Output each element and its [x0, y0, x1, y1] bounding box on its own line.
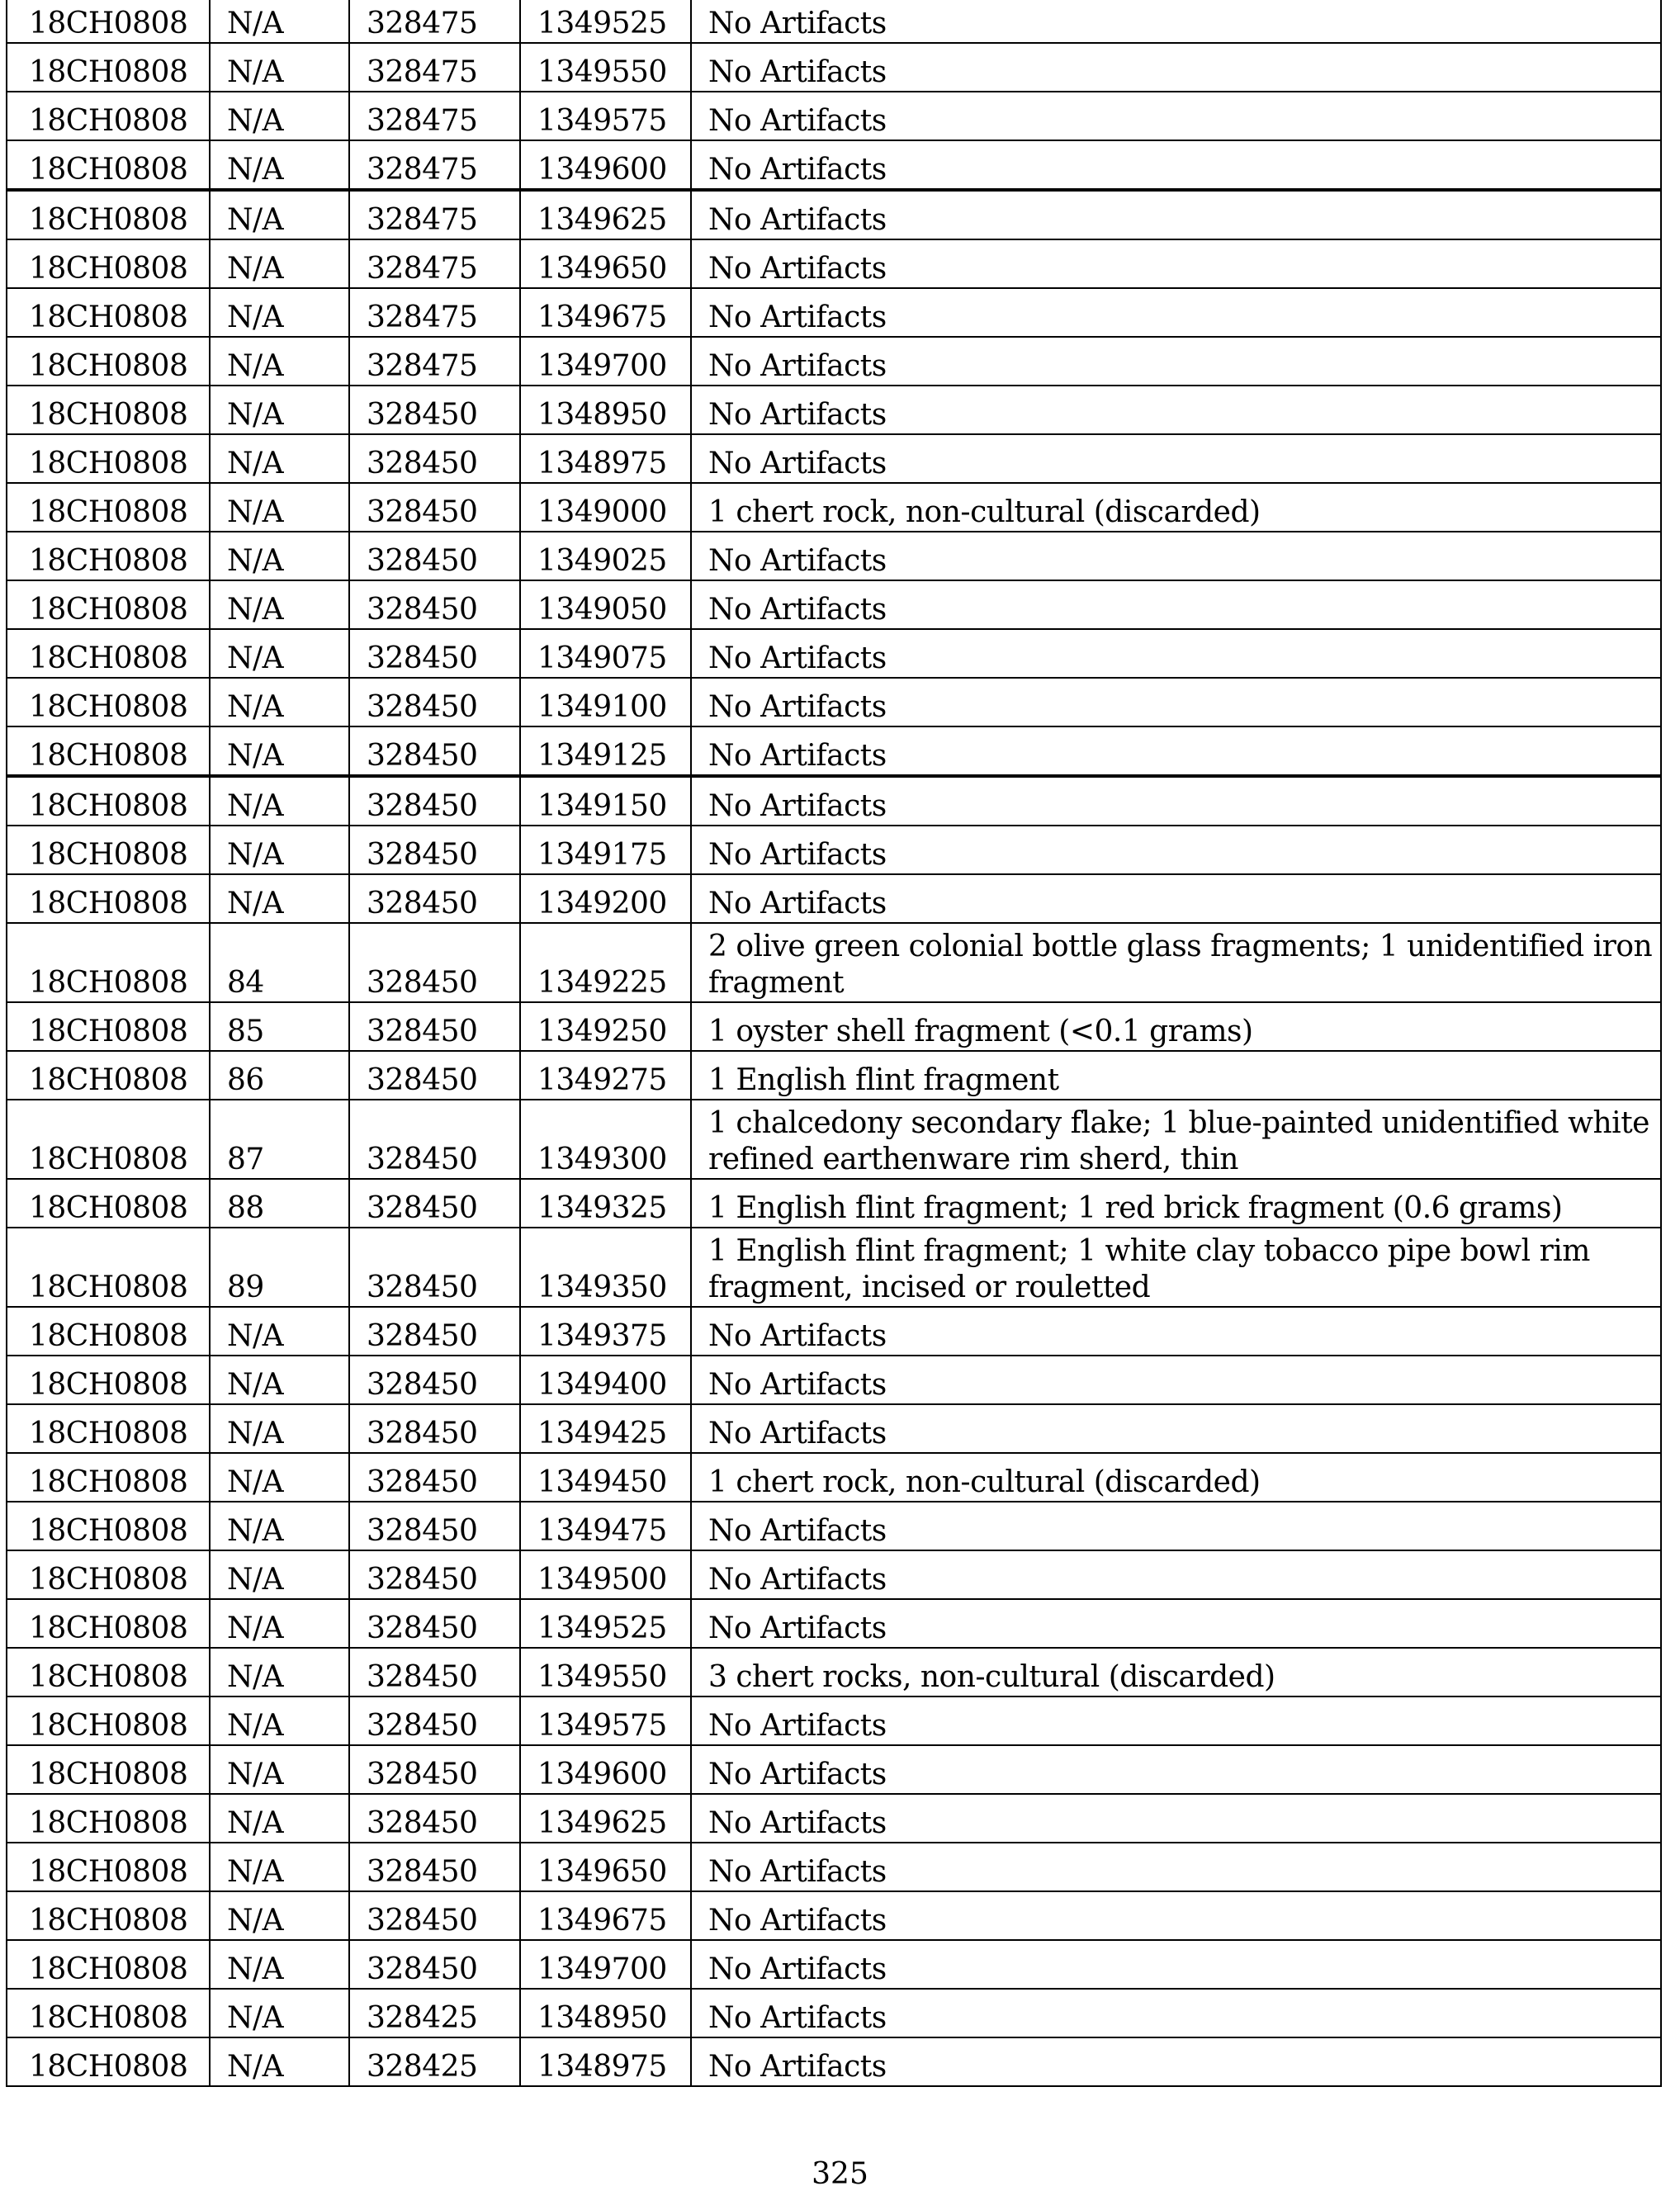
site-number-cell: 18CH0808 — [7, 190, 210, 239]
artifact-description-cell: No Artifacts — [691, 1843, 1661, 1891]
artifact-description-cell: 1 chert rock, non-cultural (discarded) — [691, 483, 1661, 532]
site-number-cell: 18CH0808 — [7, 1179, 210, 1228]
easting-cell: 1349700 — [520, 337, 691, 386]
table-row — [7, 140, 1661, 190]
site-number-cell: 18CH0808 — [7, 1599, 210, 1648]
northing-cell: 328450 — [349, 483, 520, 532]
artifact-description-cell: No Artifacts — [691, 434, 1661, 483]
northing-cell: 328450 — [349, 1228, 520, 1307]
bag-number-cell: 87 — [210, 1100, 349, 1179]
northing-cell: 328450 — [349, 1843, 520, 1891]
site-number-cell: 18CH0808 — [7, 1228, 210, 1307]
site-number-cell: 18CH0808 — [7, 776, 210, 826]
easting-cell: 1349250 — [520, 1002, 691, 1051]
northing-cell: 328425 — [349, 2037, 520, 2086]
bag-number-cell: N/A — [210, 1843, 349, 1891]
site-number-cell: 18CH0808 — [7, 1940, 210, 1989]
northing-cell: 328450 — [349, 1648, 520, 1696]
northing-cell: 328475 — [349, 92, 520, 140]
bag-number-cell: N/A — [210, 1989, 349, 2037]
artifact-description-cell: No Artifacts — [691, 239, 1661, 288]
easting-cell: 1349150 — [520, 776, 691, 826]
northing-cell: 328475 — [349, 140, 520, 190]
bag-number-cell: N/A — [210, 1891, 349, 1940]
easting-cell: 1349550 — [520, 43, 691, 92]
northing-cell: 328475 — [349, 190, 520, 239]
easting-cell: 1349375 — [520, 1307, 691, 1356]
artifact-description-cell: No Artifacts — [691, 1550, 1661, 1599]
table-row — [7, 1648, 1661, 1696]
artifact-inventory-table — [6, 0, 1662, 2087]
bag-number-cell: N/A — [210, 532, 349, 580]
bag-number-cell: 86 — [210, 1051, 349, 1100]
easting-cell: 1349625 — [520, 1794, 691, 1843]
bag-number-cell: N/A — [210, 826, 349, 874]
artifact-description-cell: No Artifacts — [691, 629, 1661, 678]
table-row — [7, 1745, 1661, 1794]
bag-number-cell: N/A — [210, 483, 349, 532]
bag-number-cell: N/A — [210, 43, 349, 92]
northing-cell: 328450 — [349, 1100, 520, 1179]
site-number-cell: 18CH0808 — [7, 726, 210, 776]
artifact-description-cell: No Artifacts — [691, 874, 1661, 923]
artifact-description-cell: 1 English flint fragment — [691, 1051, 1661, 1100]
northing-cell: 328475 — [349, 288, 520, 337]
easting-cell: 1349400 — [520, 1356, 691, 1404]
northing-cell: 328450 — [349, 1891, 520, 1940]
northing-cell: 328450 — [349, 1599, 520, 1648]
site-number-cell: 18CH0808 — [7, 1002, 210, 1051]
artifact-description-cell: No Artifacts — [691, 1940, 1661, 1989]
artifact-description-cell: 1 English flint fragment; 1 white clay tobacco pipe bowl rim fragment, incised or rouletted — [691, 1228, 1661, 1307]
site-number-cell: 18CH0808 — [7, 678, 210, 726]
artifact-description-cell: No Artifacts — [691, 532, 1661, 580]
site-number-cell: 18CH0808 — [7, 1502, 210, 1550]
northing-cell: 328475 — [349, 0, 520, 43]
easting-cell: 1349225 — [520, 923, 691, 1002]
bag-number-cell: N/A — [210, 1404, 349, 1453]
table-row — [7, 1051, 1661, 1100]
page-number: 325 — [812, 2157, 868, 2191]
site-number-cell: 18CH0808 — [7, 140, 210, 190]
northing-cell: 328450 — [349, 874, 520, 923]
easting-cell: 1349350 — [520, 1228, 691, 1307]
site-number-cell: 18CH0808 — [7, 1843, 210, 1891]
northing-cell: 328450 — [349, 434, 520, 483]
easting-cell: 1349300 — [520, 1100, 691, 1179]
artifact-description-cell: 1 English flint fragment; 1 red brick fragment (0.6 grams) — [691, 1179, 1661, 1228]
site-number-cell: 18CH0808 — [7, 874, 210, 923]
site-number-cell: 18CH0808 — [7, 1356, 210, 1404]
table-row — [7, 1404, 1661, 1453]
northing-cell: 328475 — [349, 43, 520, 92]
table-row — [7, 337, 1661, 386]
table-row — [7, 629, 1661, 678]
artifact-description-cell: No Artifacts — [691, 826, 1661, 874]
site-number-cell: 18CH0808 — [7, 337, 210, 386]
table-row — [7, 1453, 1661, 1502]
table-row — [7, 1179, 1661, 1228]
site-number-cell: 18CH0808 — [7, 826, 210, 874]
site-number-cell: 18CH0808 — [7, 1891, 210, 1940]
bag-number-cell: N/A — [210, 92, 349, 140]
table-row — [7, 1989, 1661, 2037]
artifact-description-cell: No Artifacts — [691, 1307, 1661, 1356]
northing-cell: 328450 — [349, 826, 520, 874]
table-row — [7, 1100, 1661, 1179]
site-number-cell: 18CH0808 — [7, 532, 210, 580]
bag-number-cell: N/A — [210, 1940, 349, 1989]
table-row — [7, 1502, 1661, 1550]
easting-cell: 1349125 — [520, 726, 691, 776]
artifact-description-cell: 2 olive green colonial bottle glass fragments; 1 unidentified iron fragment — [691, 923, 1661, 1002]
easting-cell: 1349675 — [520, 1891, 691, 1940]
site-number-cell: 18CH0808 — [7, 580, 210, 629]
artifact-description-cell: No Artifacts — [691, 288, 1661, 337]
artifact-description-cell: No Artifacts — [691, 1356, 1661, 1404]
table-row — [7, 1550, 1661, 1599]
northing-cell: 328450 — [349, 629, 520, 678]
northing-cell: 328450 — [349, 923, 520, 1002]
bag-number-cell: 84 — [210, 923, 349, 1002]
bag-number-cell: N/A — [210, 2037, 349, 2086]
site-number-cell: 18CH0808 — [7, 629, 210, 678]
table-row — [7, 483, 1661, 532]
artifact-description-cell: No Artifacts — [691, 140, 1661, 190]
bag-number-cell: N/A — [210, 190, 349, 239]
easting-cell: 1349550 — [520, 1648, 691, 1696]
northing-cell: 328450 — [349, 1696, 520, 1745]
site-number-cell: 18CH0808 — [7, 1550, 210, 1599]
site-number-cell: 18CH0808 — [7, 1100, 210, 1179]
easting-cell: 1349050 — [520, 580, 691, 629]
site-number-cell: 18CH0808 — [7, 1794, 210, 1843]
easting-cell: 1348950 — [520, 386, 691, 434]
table-row — [7, 239, 1661, 288]
table-row — [7, 678, 1661, 726]
site-number-cell: 18CH0808 — [7, 1404, 210, 1453]
site-number-cell: 18CH0808 — [7, 483, 210, 532]
artifact-description-cell: 1 chert rock, non-cultural (discarded) — [691, 1453, 1661, 1502]
table-row — [7, 1891, 1661, 1940]
artifact-description-cell: No Artifacts — [691, 43, 1661, 92]
table-row — [7, 923, 1661, 1002]
easting-cell: 1348975 — [520, 434, 691, 483]
table-row — [7, 1794, 1661, 1843]
site-number-cell: 18CH0808 — [7, 1307, 210, 1356]
northing-cell: 328450 — [349, 386, 520, 434]
northing-cell: 328425 — [349, 1989, 520, 2037]
table-row — [7, 1843, 1661, 1891]
table-row — [7, 1599, 1661, 1648]
table-row — [7, 1940, 1661, 1989]
table-row — [7, 776, 1661, 826]
easting-cell: 1348975 — [520, 2037, 691, 2086]
artifact-description-cell: No Artifacts — [691, 1696, 1661, 1745]
artifact-description-cell: No Artifacts — [691, 337, 1661, 386]
table-row — [7, 1307, 1661, 1356]
table-row — [7, 0, 1661, 43]
site-number-cell: 18CH0808 — [7, 0, 210, 43]
northing-cell: 328450 — [349, 580, 520, 629]
easting-cell: 1349675 — [520, 288, 691, 337]
northing-cell: 328450 — [349, 532, 520, 580]
bag-number-cell: N/A — [210, 1307, 349, 1356]
artifact-description-cell: 1 chalcedony secondary flake; 1 blue-painted unidentified white refined earthenware rim sherd, thin — [691, 1100, 1661, 1179]
easting-cell: 1349475 — [520, 1502, 691, 1550]
table-row — [7, 874, 1661, 923]
easting-cell: 1349700 — [520, 1940, 691, 1989]
northing-cell: 328450 — [349, 1794, 520, 1843]
artifact-description-cell: 3 chert rocks, non-cultural (discarded) — [691, 1648, 1661, 1696]
site-number-cell: 18CH0808 — [7, 2037, 210, 2086]
table-row — [7, 1696, 1661, 1745]
table-row — [7, 726, 1661, 776]
bag-number-cell: N/A — [210, 1745, 349, 1794]
artifact-description-cell: No Artifacts — [691, 678, 1661, 726]
artifact-description-cell: 1 oyster shell fragment (<0.1 grams) — [691, 1002, 1661, 1051]
bag-number-cell: N/A — [210, 1356, 349, 1404]
site-number-cell: 18CH0808 — [7, 386, 210, 434]
bag-number-cell: N/A — [210, 386, 349, 434]
easting-cell: 1349000 — [520, 483, 691, 532]
easting-cell: 1349600 — [520, 140, 691, 190]
site-number-cell: 18CH0808 — [7, 239, 210, 288]
easting-cell: 1349525 — [520, 1599, 691, 1648]
site-number-cell: 18CH0808 — [7, 1453, 210, 1502]
easting-cell: 1349650 — [520, 239, 691, 288]
bag-number-cell: N/A — [210, 1550, 349, 1599]
bag-number-cell: N/A — [210, 140, 349, 190]
bag-number-cell: N/A — [210, 1599, 349, 1648]
table-row — [7, 190, 1661, 239]
easting-cell: 1349175 — [520, 826, 691, 874]
artifact-description-cell: No Artifacts — [691, 190, 1661, 239]
artifact-description-cell: No Artifacts — [691, 1502, 1661, 1550]
artifact-description-cell: No Artifacts — [691, 1891, 1661, 1940]
easting-cell: 1349600 — [520, 1745, 691, 1794]
northing-cell: 328450 — [349, 1550, 520, 1599]
table-row — [7, 826, 1661, 874]
easting-cell: 1349200 — [520, 874, 691, 923]
easting-cell: 1349575 — [520, 1696, 691, 1745]
bag-number-cell: N/A — [210, 776, 349, 826]
northing-cell: 328450 — [349, 1002, 520, 1051]
bag-number-cell: 88 — [210, 1179, 349, 1228]
site-number-cell: 18CH0808 — [7, 1696, 210, 1745]
northing-cell: 328450 — [349, 1404, 520, 1453]
northing-cell: 328450 — [349, 1307, 520, 1356]
northing-cell: 328450 — [349, 726, 520, 776]
artifact-description-cell: No Artifacts — [691, 0, 1661, 43]
northing-cell: 328450 — [349, 1453, 520, 1502]
site-number-cell: 18CH0808 — [7, 288, 210, 337]
table-row — [7, 288, 1661, 337]
easting-cell: 1349275 — [520, 1051, 691, 1100]
table-row — [7, 386, 1661, 434]
northing-cell: 328450 — [349, 1502, 520, 1550]
bag-number-cell: N/A — [210, 1696, 349, 1745]
bag-number-cell: N/A — [210, 239, 349, 288]
easting-cell: 1349650 — [520, 1843, 691, 1891]
easting-cell: 1349100 — [520, 678, 691, 726]
bag-number-cell: N/A — [210, 1453, 349, 1502]
site-number-cell: 18CH0808 — [7, 1051, 210, 1100]
easting-cell: 1349625 — [520, 190, 691, 239]
site-number-cell: 18CH0808 — [7, 1648, 210, 1696]
northing-cell: 328475 — [349, 337, 520, 386]
artifact-description-cell: No Artifacts — [691, 1599, 1661, 1648]
bag-number-cell: N/A — [210, 1794, 349, 1843]
artifact-description-cell: No Artifacts — [691, 580, 1661, 629]
northing-cell: 328450 — [349, 1745, 520, 1794]
easting-cell: 1349075 — [520, 629, 691, 678]
site-number-cell: 18CH0808 — [7, 43, 210, 92]
site-number-cell: 18CH0808 — [7, 1745, 210, 1794]
artifact-description-cell: No Artifacts — [691, 2037, 1661, 2086]
bag-number-cell: N/A — [210, 629, 349, 678]
table-row — [7, 1356, 1661, 1404]
bag-number-cell: N/A — [210, 580, 349, 629]
artifact-description-cell: No Artifacts — [691, 92, 1661, 140]
easting-cell: 1349525 — [520, 0, 691, 43]
bag-number-cell: N/A — [210, 288, 349, 337]
site-number-cell: 18CH0808 — [7, 92, 210, 140]
table-row — [7, 2037, 1661, 2086]
artifact-description-cell: No Artifacts — [691, 386, 1661, 434]
bag-number-cell: 85 — [210, 1002, 349, 1051]
table-row — [7, 532, 1661, 580]
easting-cell: 1349575 — [520, 92, 691, 140]
northing-cell: 328475 — [349, 239, 520, 288]
northing-cell: 328450 — [349, 1940, 520, 1989]
bag-number-cell: N/A — [210, 0, 349, 43]
bag-number-cell: N/A — [210, 1502, 349, 1550]
bag-number-cell: N/A — [210, 434, 349, 483]
table-row — [7, 1228, 1661, 1307]
table-row — [7, 1002, 1661, 1051]
site-number-cell: 18CH0808 — [7, 434, 210, 483]
bag-number-cell: N/A — [210, 726, 349, 776]
easting-cell: 1349025 — [520, 532, 691, 580]
site-number-cell: 18CH0808 — [7, 1989, 210, 2037]
bag-number-cell: N/A — [210, 678, 349, 726]
northing-cell: 328450 — [349, 678, 520, 726]
northing-cell: 328450 — [349, 1051, 520, 1100]
artifact-description-cell: No Artifacts — [691, 1989, 1661, 2037]
table-row — [7, 434, 1661, 483]
artifact-description-cell: No Artifacts — [691, 1745, 1661, 1794]
table-row — [7, 43, 1661, 92]
bag-number-cell: N/A — [210, 337, 349, 386]
artifact-description-cell: No Artifacts — [691, 1794, 1661, 1843]
table-row — [7, 92, 1661, 140]
artifact-description-cell: No Artifacts — [691, 1404, 1661, 1453]
bag-number-cell: 89 — [210, 1228, 349, 1307]
easting-cell: 1349450 — [520, 1453, 691, 1502]
northing-cell: 328450 — [349, 1179, 520, 1228]
artifact-description-cell: No Artifacts — [691, 776, 1661, 826]
easting-cell: 1349325 — [520, 1179, 691, 1228]
easting-cell: 1348950 — [520, 1989, 691, 2037]
bag-number-cell: N/A — [210, 874, 349, 923]
northing-cell: 328450 — [349, 776, 520, 826]
table-row — [7, 580, 1661, 629]
site-number-cell: 18CH0808 — [7, 923, 210, 1002]
bag-number-cell: N/A — [210, 1648, 349, 1696]
artifact-description-cell: No Artifacts — [691, 726, 1661, 776]
easting-cell: 1349425 — [520, 1404, 691, 1453]
table-body — [7, 0, 1661, 2086]
easting-cell: 1349500 — [520, 1550, 691, 1599]
northing-cell: 328450 — [349, 1356, 520, 1404]
